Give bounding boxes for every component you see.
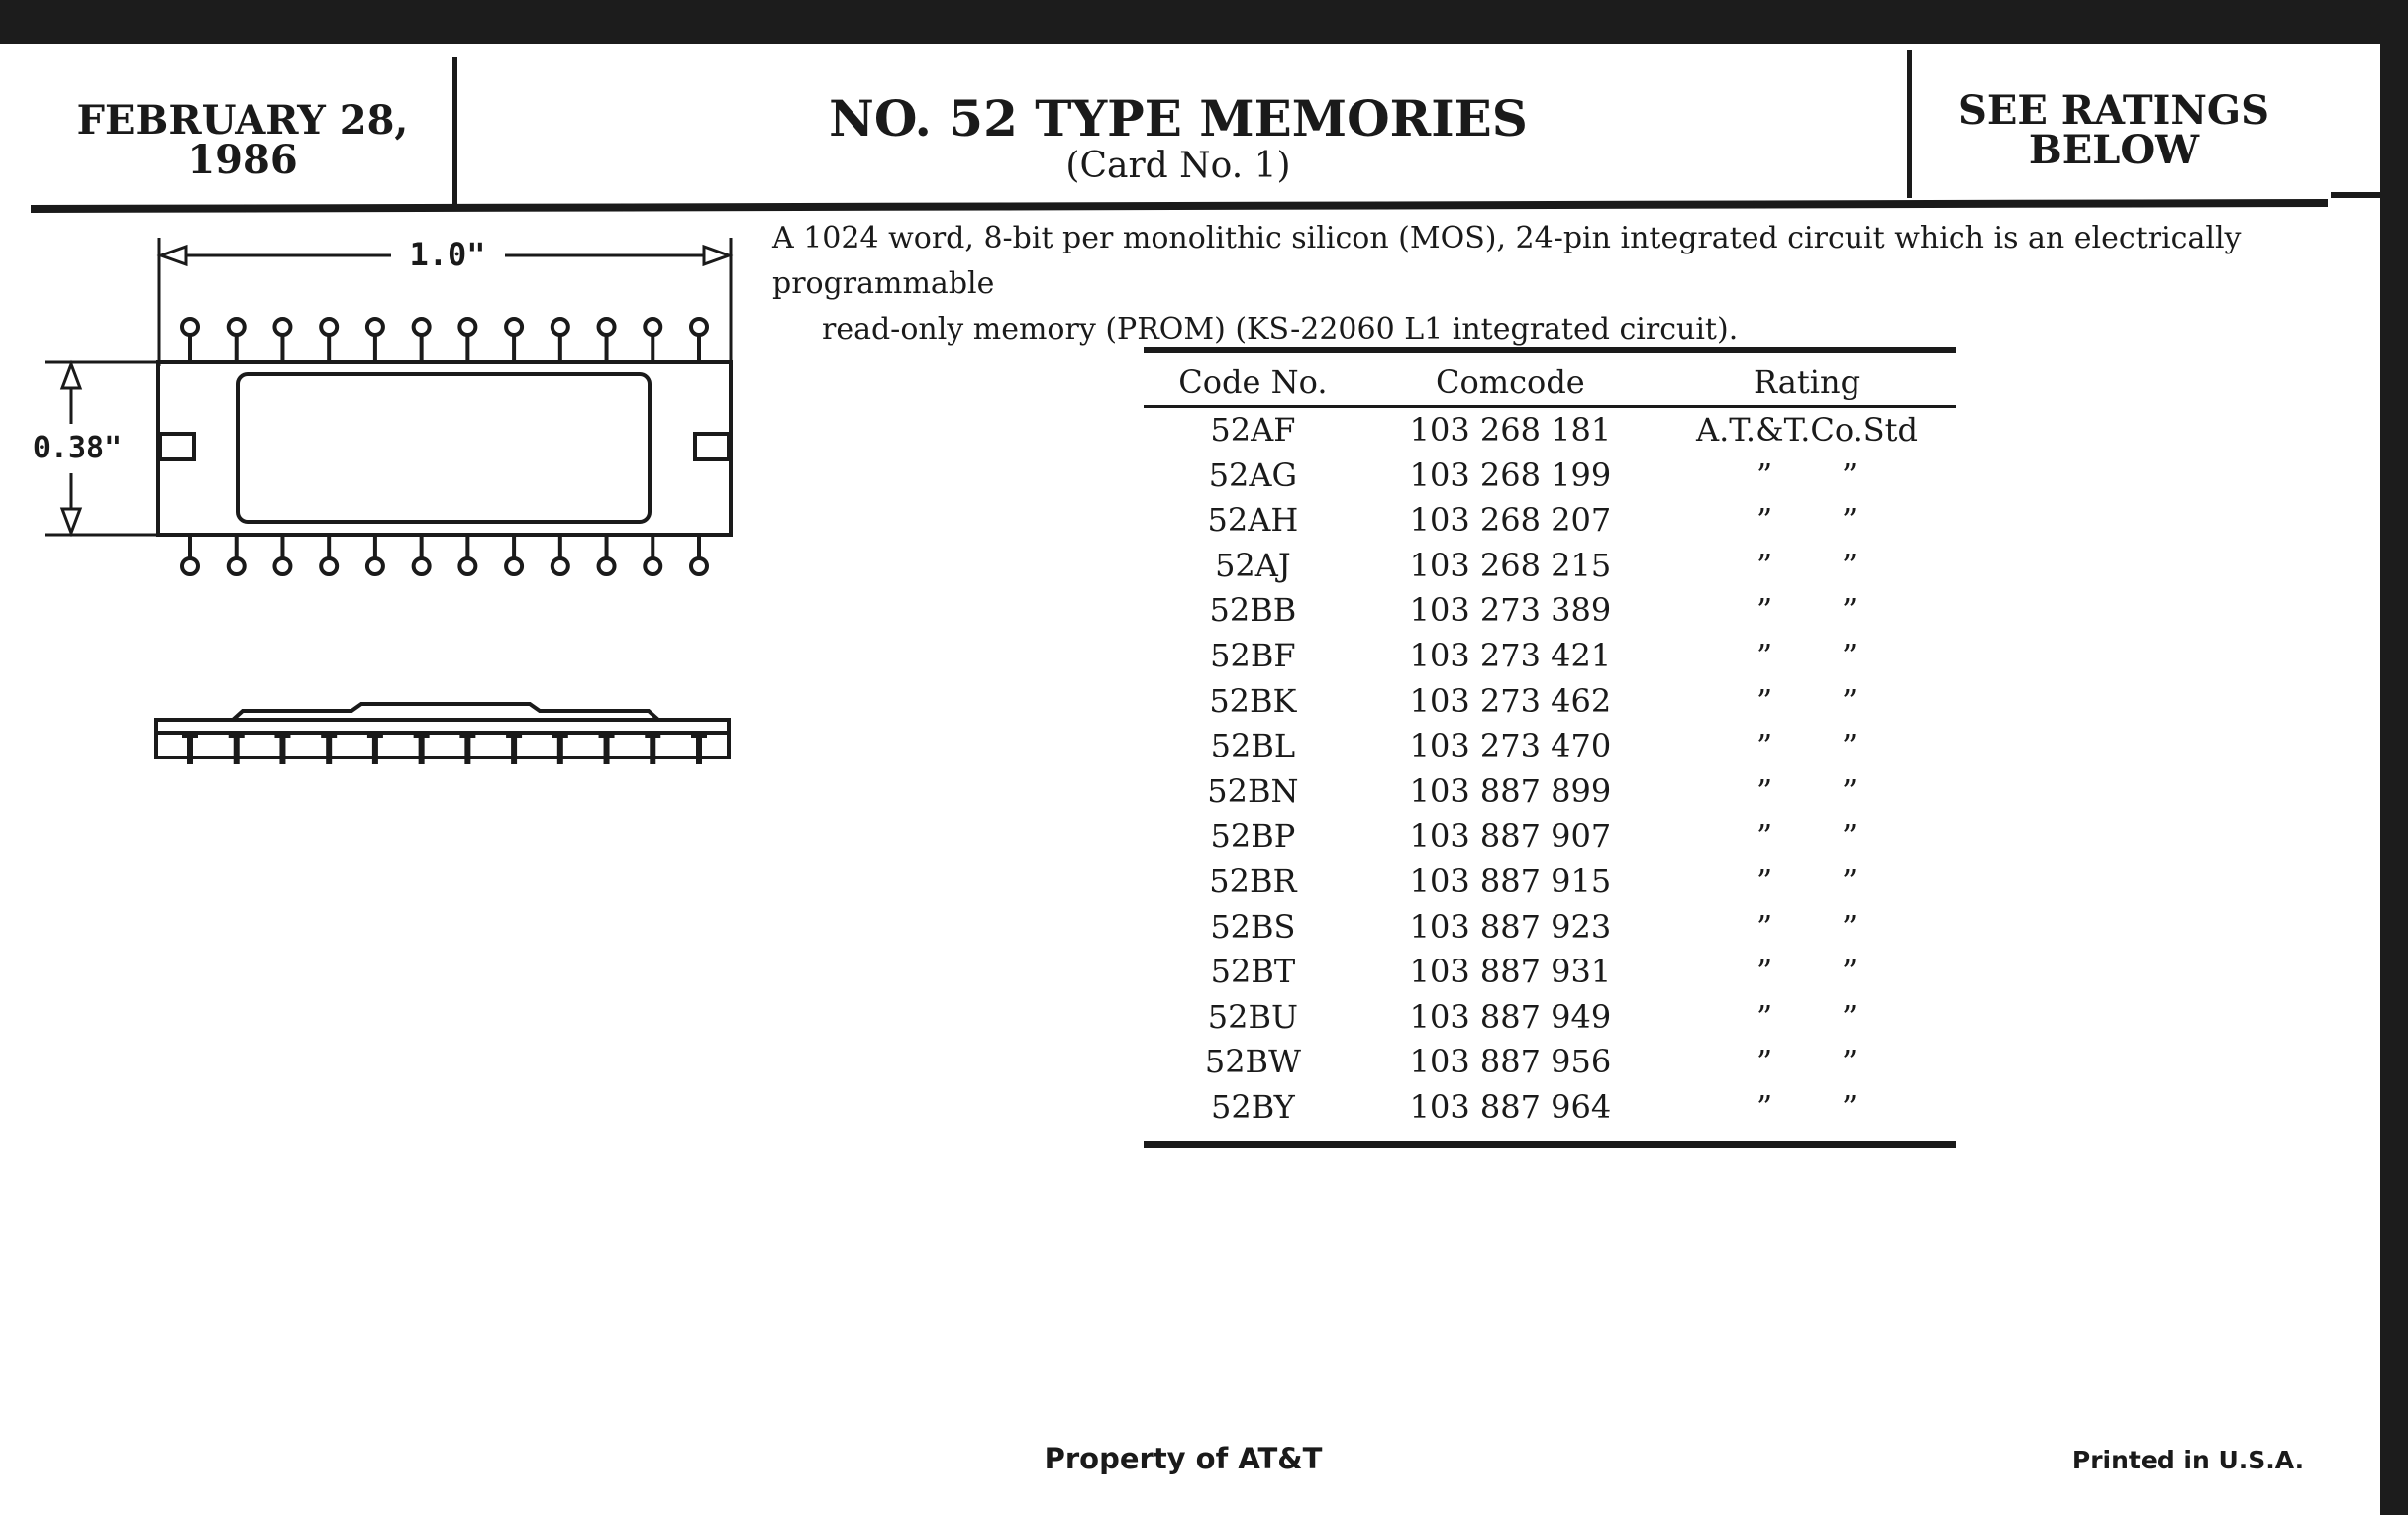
table-row (1144, 995, 1956, 1041)
ratings-note (1921, 87, 2307, 173)
code-cell: 52AH (1207, 501, 1299, 540)
date-line2: 1986 (187, 137, 298, 183)
pin-icon (459, 558, 475, 574)
ratings-line1: SEE RATINGS (1958, 87, 2269, 134)
rating-cell (1658, 769, 1956, 815)
ditto-mark: ” (1756, 681, 1773, 720)
pin-icon (691, 558, 707, 574)
code-cell: 52BP (1210, 817, 1296, 856)
ditto-mark: ” (1756, 861, 1773, 900)
rating-cell (1658, 995, 1956, 1041)
chip-body (158, 362, 731, 535)
ditto-mark: ” (1756, 953, 1773, 991)
header-rule-end (2331, 192, 2380, 198)
code-cell: 52BU (1207, 997, 1298, 1036)
rating-cell (1658, 588, 1956, 634)
ditto-mark: ” (1756, 1087, 1773, 1126)
side-pin (599, 735, 615, 764)
ditto-mark: ” (1841, 1043, 1858, 1081)
ditto-mark: ” (1756, 771, 1773, 810)
pin-icon (321, 319, 337, 335)
table-row (1144, 1085, 1956, 1144)
ditto-mark: ” (1841, 1087, 1858, 1126)
date-line1: FEBRUARY 28, (76, 97, 409, 144)
comcode-cell: 103 887 956 (1409, 1043, 1612, 1081)
ditto-mark: ” (1756, 591, 1773, 630)
table-row (1144, 498, 1956, 544)
comcode-cell: 103 273 389 (1409, 591, 1612, 630)
ditto-mark: ” (1841, 953, 1858, 991)
pin-icon (367, 319, 383, 335)
ditto-mark: ” (1841, 455, 1858, 494)
ditto-mark: ” (1756, 636, 1773, 674)
code-cell: 52AF (1210, 411, 1296, 449)
ditto-mark: ” (1756, 997, 1773, 1036)
side-pin (645, 735, 660, 764)
side-pin (691, 735, 707, 764)
side-pin (367, 735, 383, 764)
header-rating: Rating (1753, 363, 1861, 401)
table-row (1144, 1040, 1956, 1085)
pin-icon (506, 558, 522, 574)
rating-cell (1658, 498, 1956, 544)
table-header-row (1144, 351, 1956, 407)
pin-icon (552, 558, 568, 574)
ditto-mark: ” (1841, 997, 1858, 1036)
table-row (1144, 950, 1956, 995)
rating-cell (1658, 1040, 1956, 1085)
pin-icon (645, 319, 660, 335)
pin-icon (414, 319, 430, 335)
comcode-cell: 103 887 964 (1362, 1085, 1658, 1144)
comcode-cell: 103 887 923 (1409, 907, 1612, 946)
ditto-mark: ” (1841, 501, 1858, 540)
comcode-cell: 103 268 215 (1409, 546, 1612, 584)
ditto-mark: ” (1756, 546, 1773, 584)
pin-icon (274, 319, 290, 335)
pin-icon (414, 558, 430, 574)
footer-property: Property of AT&T (1044, 1442, 1323, 1475)
comcode-cell: 103 887 899 (1409, 771, 1612, 810)
table-row (1144, 905, 1956, 951)
rating-cell (1658, 724, 1956, 769)
ditto-mark: ” (1841, 681, 1858, 720)
comcode-cell: 103 887 907 (1409, 817, 1612, 856)
chip-side-view (156, 704, 729, 764)
card-subtitle: (Card No. 1) (1065, 146, 1291, 186)
page-title: NO. 52 TYPE MEMORIES (829, 89, 1528, 148)
rating-cell (1658, 1085, 1956, 1144)
pin-icon (506, 319, 522, 335)
ditto-mark: ” (1841, 817, 1858, 856)
code-cell: 52BB (1209, 591, 1297, 630)
ditto-mark: ” (1841, 861, 1858, 900)
pin-icon (321, 558, 337, 574)
ditto-mark: ” (1841, 727, 1858, 765)
side-pin (506, 735, 522, 764)
chip-drawing (0, 0, 752, 792)
ditto-mark: ” (1756, 455, 1773, 494)
code-cell: 52BK (1209, 681, 1297, 720)
comcode-cell: 103 887 931 (1409, 953, 1612, 991)
pin-icon (459, 319, 475, 335)
ditto-mark: ” (1841, 546, 1858, 584)
comcode-cell: 103 887 915 (1409, 861, 1612, 900)
footer-printed: Printed in U.S.A. (2071, 1446, 2305, 1474)
pin-icon (229, 558, 245, 574)
table-row (1144, 588, 1956, 634)
code-table (1144, 347, 1956, 1148)
code-cell: 52AJ (1215, 546, 1291, 584)
description-line1: A 1024 word, 8-bit per monolithic silicon (MOS), 24-pin integrated circuit which is an electrically programmable (772, 221, 2242, 301)
ditto-mark: ” (1841, 636, 1858, 674)
ditto-mark: ” (1756, 817, 1773, 856)
comcode-cell: 103 268 199 (1409, 455, 1612, 494)
pin-icon (182, 558, 198, 574)
ditto-mark: ” (1756, 501, 1773, 540)
pin-icon (552, 319, 568, 335)
side-pin (229, 735, 245, 764)
comcode-cell: 103 273 421 (1409, 636, 1612, 674)
header-divider-right (1907, 50, 1912, 198)
ditto-mark: ” (1841, 907, 1858, 946)
code-cell: 52BF (1210, 636, 1296, 674)
code-cell: 52BW (1204, 1043, 1301, 1081)
table-row (1144, 859, 1956, 905)
pin-icon (691, 319, 707, 335)
comcode-cell: 103 268 181 (1409, 411, 1612, 449)
ditto-mark: ” (1841, 591, 1858, 630)
comcode-cell: 103 887 949 (1409, 997, 1612, 1036)
ditto-mark: ” (1756, 907, 1773, 946)
side-pin (414, 735, 430, 764)
pin-icon (645, 558, 660, 574)
ratings-line2: BELOW (2028, 127, 2200, 173)
width-dimension (159, 236, 731, 366)
rating-cell (1658, 814, 1956, 859)
description (772, 216, 2317, 353)
rating-cell (1658, 905, 1956, 951)
table-row (1144, 679, 1956, 725)
code-cell: 52BY (1144, 1085, 1362, 1144)
ditto-mark: ” (1756, 727, 1773, 765)
side-pin (321, 735, 337, 764)
ditto-mark: ” (1841, 771, 1858, 810)
table-row (1144, 814, 1956, 859)
code-cell: 52BL (1210, 727, 1296, 765)
side-pin (274, 735, 290, 764)
table-row (1144, 544, 1956, 589)
code-cell: 52BN (1207, 771, 1299, 810)
height-label: 0.38" (32, 431, 123, 465)
side-pin (459, 735, 475, 764)
code-cell: 52BR (1209, 861, 1297, 900)
comcode-cell: 103 273 470 (1409, 727, 1612, 765)
code-cell: 52AG (1208, 455, 1298, 494)
rating-cell (1658, 454, 1956, 499)
width-label: 1.0" (409, 236, 486, 273)
pin-icon (367, 558, 383, 574)
pin-icon (599, 558, 615, 574)
code-cell: 52BT (1210, 953, 1296, 991)
table-row (1144, 407, 1956, 454)
pin-icon (182, 319, 198, 335)
rating-cell (1658, 679, 1956, 725)
side-pin (552, 735, 568, 764)
scan-border-right (2380, 0, 2408, 1515)
rating-cell (1658, 950, 1956, 995)
pin-icon (229, 319, 245, 335)
side-pin (182, 735, 198, 764)
table-row (1144, 634, 1956, 679)
pin-icon (274, 558, 290, 574)
description-line2: read-only memory (PROM) (KS-22060 L1 integrated circuit). (822, 312, 1739, 347)
table-row (1144, 769, 1956, 815)
comcode-cell: 103 273 462 (1409, 681, 1612, 720)
header-comcode: Comcode (1436, 363, 1585, 401)
rating-cell (1658, 634, 1956, 679)
height-dimension (33, 362, 158, 535)
rating-cell (1658, 859, 1956, 905)
header-code-no: Code No. (1178, 363, 1328, 401)
pin-icon (599, 319, 615, 335)
rating-cell (1658, 544, 1956, 589)
ditto-mark: ” (1756, 1043, 1773, 1081)
rating-cell: A.T.&T.Co.Std (1695, 411, 1918, 449)
code-cell: 52BS (1210, 907, 1296, 946)
comcode-cell: 103 268 207 (1409, 501, 1612, 540)
table-row (1144, 454, 1956, 499)
table-row (1144, 724, 1956, 769)
